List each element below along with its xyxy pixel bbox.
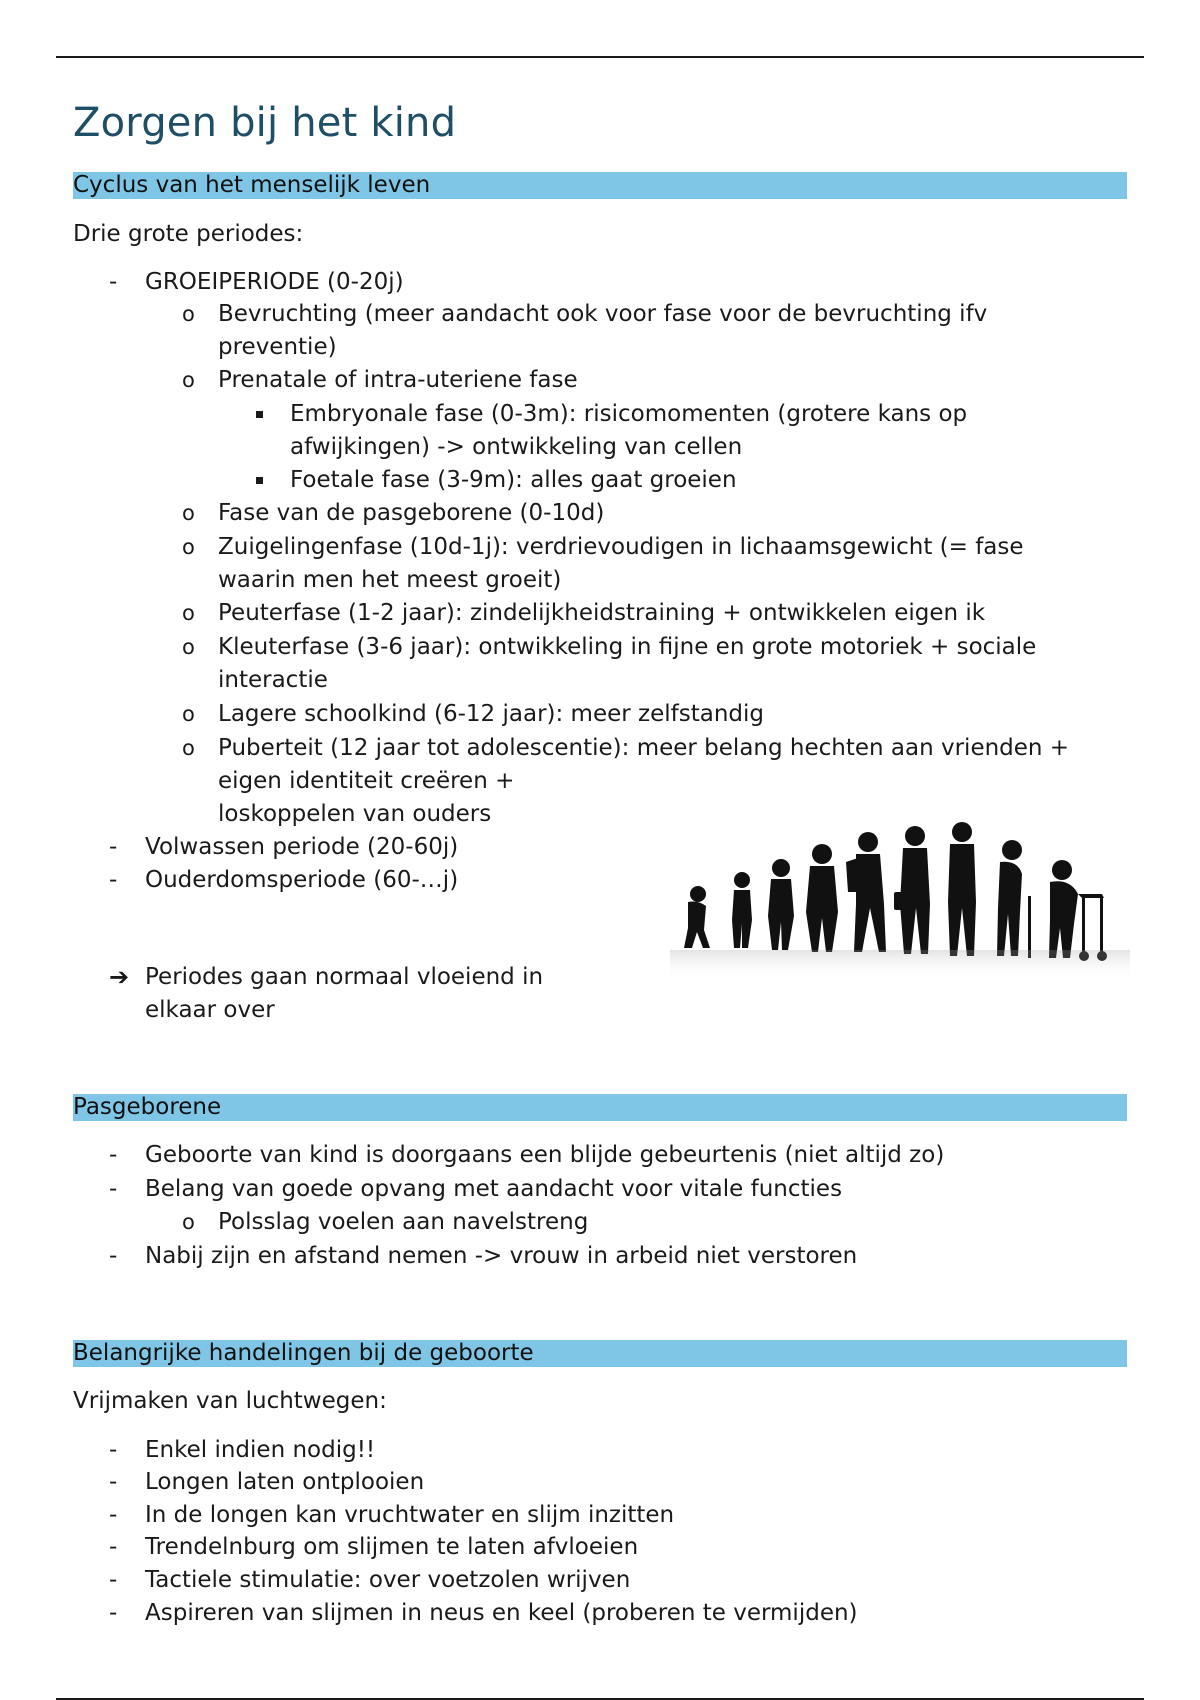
circle-bullet: o <box>182 736 195 760</box>
teen-silhouette <box>846 832 886 952</box>
dash-bullet: - <box>109 1534 118 1560</box>
list-item: Bevruchting (meer aandacht ook voor fase voor de bevruchting ifv <box>218 301 988 327</box>
dash-bullet: - <box>109 1243 118 1269</box>
dash-bullet: - <box>109 1469 118 1495</box>
woman-silhouette <box>894 826 930 954</box>
list-item-continuation: preventie) <box>218 334 337 360</box>
list-item: Puberteit (12 jaar tot adolescentie): meer belang hechten aan vrienden + <box>218 735 1070 761</box>
section1-intro: Drie grote periodes: <box>73 221 304 247</box>
circle-bullet: o <box>182 1210 195 1234</box>
baby-silhouette <box>684 886 710 948</box>
list-item: Polsslag voelen aan navelstreng <box>218 1209 589 1235</box>
list-item: Prenatale of intra-uteriene fase <box>218 367 578 393</box>
list-item: Embryonale fase (0-3m): risicomomenten (grotere kans op <box>290 401 968 427</box>
circle-bullet: o <box>182 501 195 525</box>
list-item: In de longen kan vruchtwater en slijm inzitten <box>145 1502 675 1528</box>
elderly-silhouette <box>997 840 1031 958</box>
circle-bullet: o <box>182 601 195 625</box>
dash-bullet: - <box>109 1567 118 1593</box>
section-heading-pasgeborene: Pasgeborene <box>73 1094 1127 1121</box>
section-heading-handelingen: Belangrijke handelingen bij de geboorte <box>73 1340 1127 1367</box>
dash-bullet: - <box>109 269 118 295</box>
list-item: Geboorte van kind is doorgaans een blijde gebeurtenis (niet altijd zo) <box>145 1142 945 1168</box>
list-item: Zuigelingenfase (10d-1j): verdrievoudigen in lichaamsgewicht (= fase <box>218 534 1024 560</box>
list-item: Tactiele stimulatie: over voetzolen wrijven <box>145 1567 631 1593</box>
conclusion-text-continuation: elkaar over <box>145 997 275 1023</box>
toddler-silhouette <box>732 872 752 948</box>
circle-bullet: o <box>182 702 195 726</box>
dash-bullet: - <box>109 1176 118 1202</box>
man-silhouette <box>948 822 976 956</box>
list-item: Belang van goede opvang met aandacht voor vitale functies <box>145 1176 843 1202</box>
dash-bullet: - <box>109 867 118 893</box>
list-item-continuation: afwijkingen) -> ontwikkeling van cellen <box>290 434 743 460</box>
list-item: Fase van de pasgeborene (0-10d) <box>218 500 605 526</box>
top-rule <box>56 56 1144 58</box>
list-item: GROEIPERIODE (0-20j) <box>145 269 404 295</box>
very-old-silhouette <box>1049 860 1107 961</box>
child-silhouette <box>768 859 794 950</box>
list-item-continuation: eigen identiteit creëren + <box>218 768 515 794</box>
life-cycle-silhouettes-illustration <box>670 800 1130 980</box>
list-item: Ouderdomsperiode (60-…j) <box>145 867 459 893</box>
list-item: Nabij zijn en afstand nemen -> vrouw in arbeid niet verstoren <box>145 1243 858 1269</box>
floor-reflection <box>670 950 1130 980</box>
list-item-continuation: waarin men het meest groeit) <box>218 567 562 593</box>
dash-bullet: - <box>109 1600 118 1626</box>
arrow-bullet-icon: ➔ <box>109 963 130 991</box>
circle-bullet: o <box>182 635 195 659</box>
dash-bullet: - <box>109 1502 118 1528</box>
circle-bullet: o <box>182 302 195 326</box>
square-bullet <box>256 477 263 484</box>
dash-bullet: - <box>109 834 118 860</box>
list-item: Aspireren van slijmen in neus en keel (proberen te vermijden) <box>145 1600 858 1626</box>
circle-bullet: o <box>182 368 195 392</box>
section3-intro: Vrijmaken van luchtwegen: <box>73 1388 387 1414</box>
girl-silhouette <box>806 844 838 952</box>
dash-bullet: - <box>109 1142 118 1168</box>
dash-bullet: - <box>109 1437 118 1463</box>
list-item-continuation: interactie <box>218 667 328 693</box>
list-item: Peuterfase (1-2 jaar): zindelijkheidstraining + ontwikkelen eigen ik <box>218 600 986 626</box>
list-item: Volwassen periode (20-60j) <box>145 834 459 860</box>
list-item: Kleuterfase (3-6 jaar): ontwikkeling in fijne en grote motoriek + sociale <box>218 634 1037 660</box>
list-item: Longen laten ontplooien <box>145 1469 425 1495</box>
conclusion-text: Periodes gaan normaal vloeiend in <box>145 964 544 990</box>
page-title: Zorgen bij het kind <box>73 100 457 146</box>
list-item: Lagere schoolkind (6-12 jaar): meer zelfstandig <box>218 701 765 727</box>
list-item-continuation: loskoppelen van ouders <box>218 801 492 827</box>
circle-bullet: o <box>182 535 195 559</box>
square-bullet <box>256 411 263 418</box>
list-item: Enkel indien nodig!! <box>145 1437 376 1463</box>
list-item: Foetale fase (3-9m): alles gaat groeien <box>290 467 737 493</box>
section-heading-cyclus: Cyclus van het menselijk leven <box>73 172 1127 199</box>
list-item: Trendelnburg om slijmen te laten afvloeien <box>145 1534 639 1560</box>
